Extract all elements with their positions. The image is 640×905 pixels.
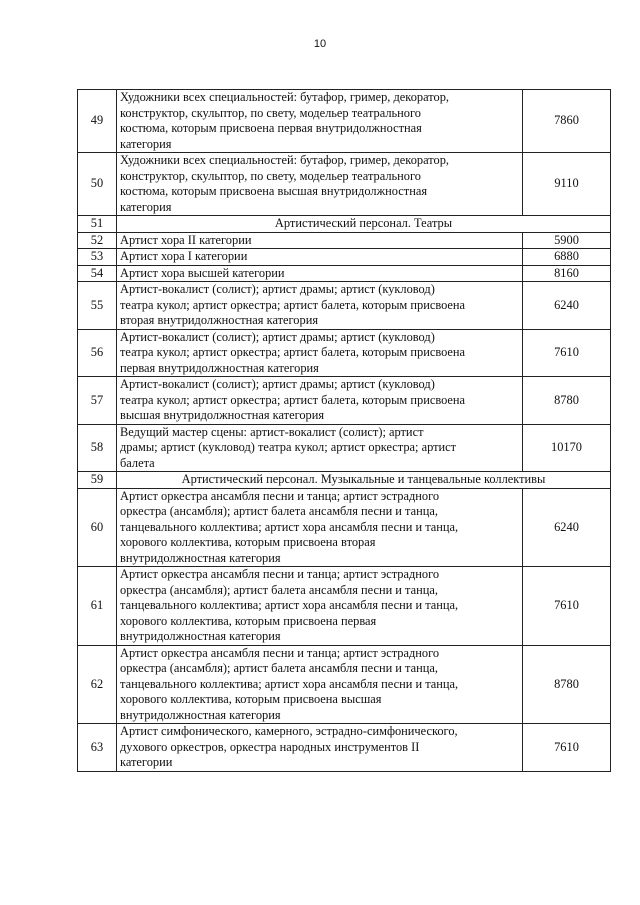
row-number: 63: [78, 724, 117, 772]
position-name-line: Артист оркестра ансамбля песни и танца; артист эстрадного: [120, 567, 440, 581]
salary-value: 6240: [523, 282, 611, 330]
position-name-line: костюма, которым присвоена высшая внутридолжностная: [120, 184, 428, 198]
position-name-line: танцевального коллектива; артист хора ансамбля песни и танца,: [120, 598, 459, 612]
salary-value: 6880: [523, 249, 611, 266]
position-name: [117, 377, 523, 425]
salary-value: 10170: [523, 424, 611, 472]
salary-value: 8780: [523, 645, 611, 724]
position-name-line: внутридолжностная категория: [120, 707, 281, 722]
position-name-line: Артист хора II категории: [120, 232, 252, 247]
position-name-line: Артист хора I категории: [120, 249, 248, 263]
position-name-line: костюма, которым присвоена первая внутридолжностная: [120, 121, 422, 135]
position-name-line: высшая внутридолжностная категория: [120, 408, 325, 422]
salary-value: 8160: [523, 265, 611, 282]
table-row: [78, 377, 611, 425]
position-name-line: Артист оркестра ансамбля песни и танца; артист эстрадного: [120, 488, 440, 503]
row-number: 60: [78, 488, 117, 567]
position-name-line: оркестра (ансамбля); артист балета ансамбля песни и танца,: [120, 504, 438, 518]
position-name-line: балета: [120, 455, 155, 470]
position-name: [117, 249, 523, 266]
salary-value: 7610: [523, 724, 611, 772]
position-name: [117, 265, 523, 282]
row-number: 59: [78, 472, 117, 489]
position-name-line: конструктор, скульптор, по свету, модельер театрального: [120, 168, 421, 183]
position-name-line: Артист-вокалист (солист); артист драмы; артист (кукловод): [120, 282, 435, 296]
position-name-line: танцевального коллектива; артист хора ансамбля песни и танца,: [120, 519, 459, 534]
position-name-line: Артист хора высшей категории: [120, 265, 285, 280]
position-name-line: духового оркестров, оркестра народных инструментов II: [120, 739, 420, 754]
position-name: [117, 329, 523, 377]
position-name-line: вторая внутридолжностная категория: [120, 313, 319, 327]
table-row: [78, 724, 611, 772]
table-row: [78, 265, 611, 282]
position-name: [117, 90, 523, 153]
table-row: [78, 232, 611, 249]
position-name-line: танцевального коллектива; артист хора ансамбля песни и танца,: [120, 676, 459, 691]
position-name-line: драмы; артист (кукловод) театра кукол; артист оркестра; артист: [120, 440, 457, 454]
section-title: Артистический персонал. Музыкальные и танцевальные коллективы: [117, 472, 611, 489]
position-name-line: первая внутридолжностная категория: [120, 360, 319, 375]
table-row: [78, 488, 611, 567]
position-name: [117, 424, 523, 472]
table-body: [78, 90, 611, 772]
row-number: 58: [78, 424, 117, 472]
position-name-line: Артист оркестра ансамбля песни и танца; артист эстрадного: [120, 645, 440, 660]
row-number: 53: [78, 249, 117, 266]
row-number: 52: [78, 232, 117, 249]
salary-value: 5900: [523, 232, 611, 249]
row-number: 62: [78, 645, 117, 724]
position-name-line: Артист симфонического, камерного, эстрадно-симфонического,: [120, 724, 458, 738]
section-title: Артистический персонал. Театры: [117, 216, 611, 233]
salary-value: 9110: [523, 153, 611, 216]
row-number: 55: [78, 282, 117, 330]
position-name: [117, 153, 523, 216]
position-name: [117, 488, 523, 567]
position-name-line: внутридолжностная категория: [120, 629, 281, 643]
table-row: [78, 153, 611, 216]
position-name: [117, 724, 523, 772]
table-row: [78, 424, 611, 472]
table-row: [78, 645, 611, 724]
position-name-line: конструктор, скульптор, по свету, модельер театрального: [120, 105, 421, 120]
table-row: [78, 249, 611, 266]
position-name-line: категория: [120, 199, 172, 214]
position-name: [117, 282, 523, 330]
position-name-line: хорового коллектива, которым присвоена вторая: [120, 535, 376, 549]
row-number: 54: [78, 265, 117, 282]
table-row: [78, 329, 611, 377]
row-number: 56: [78, 329, 117, 377]
row-number: 49: [78, 90, 117, 153]
salary-value: 6240: [523, 488, 611, 567]
table-row: [78, 282, 611, 330]
position-name: [117, 232, 523, 249]
position-name-line: Артист-вокалист (солист); артист драмы; артист (кукловод): [120, 329, 435, 344]
salary-value: 7610: [523, 329, 611, 377]
position-name-line: Артист-вокалист (солист); артист драмы; артист (кукловод): [120, 377, 435, 391]
position-name-line: Художники всех специальностей: бутафор, гример, декоратор,: [120, 153, 449, 167]
salary-value: 7610: [523, 567, 611, 646]
position-name-line: Художники всех специальностей: бутафор, гример, декоратор,: [120, 90, 449, 104]
position-name: [117, 645, 523, 724]
position-name-line: хорового коллектива, которым присвоена высшая: [120, 692, 382, 706]
position-name-line: хорового коллектива, которым присвоена первая: [120, 613, 377, 628]
position-name-line: оркестра (ансамбля); артист балета ансамбля песни и танца,: [120, 661, 438, 675]
table-row: [78, 567, 611, 646]
position-name-line: Ведущий мастер сцены: артист-вокалист (солист); артист: [120, 424, 424, 439]
section-row: [78, 472, 611, 489]
position-name-line: внутридолжностная категория: [120, 550, 281, 565]
page-number: 10: [313, 38, 327, 50]
table-row: [78, 90, 611, 153]
salary-table: [77, 89, 611, 772]
row-number: 57: [78, 377, 117, 425]
position-name-line: категории: [120, 755, 173, 769]
salary-value: 7860: [523, 90, 611, 153]
position-name-line: театра кукол; артист оркестра; артист балета, которым присвоена: [120, 297, 466, 312]
position-name-line: оркестра (ансамбля); артист балета ансамбля песни и танца,: [120, 582, 438, 597]
row-number: 61: [78, 567, 117, 646]
row-number: 50: [78, 153, 117, 216]
position-name: [117, 567, 523, 646]
position-name-line: театра кукол; артист оркестра; артист балета, которым присвоена: [120, 345, 466, 359]
row-number: 51: [78, 216, 117, 233]
section-row: [78, 216, 611, 233]
salary-value: 8780: [523, 377, 611, 425]
position-name-line: театра кукол; артист оркестра; артист балета, которым присвоена: [120, 392, 466, 407]
position-name-line: категория: [120, 136, 172, 151]
